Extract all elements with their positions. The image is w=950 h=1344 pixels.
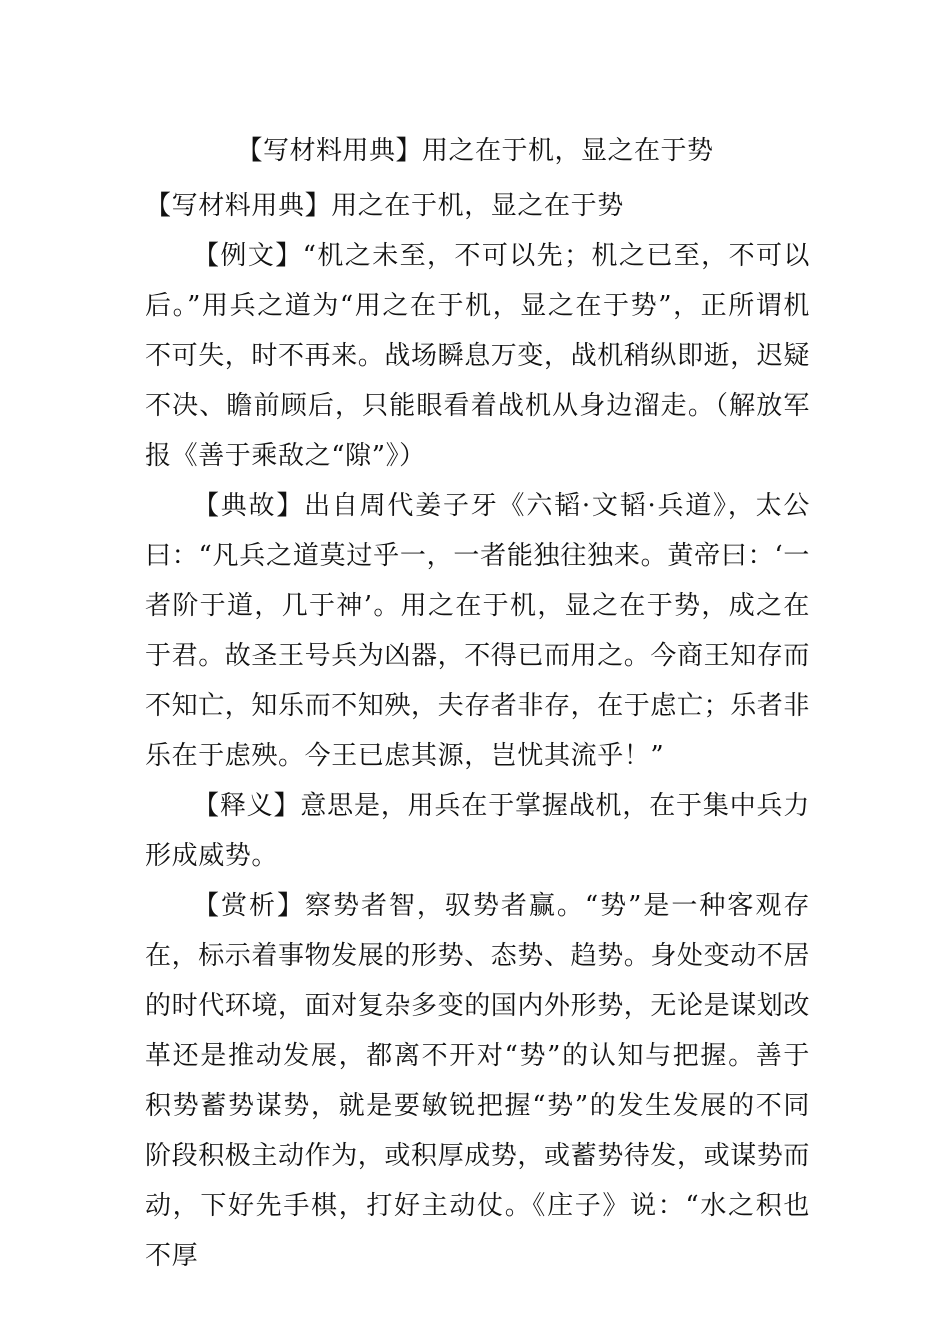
paragraph-appreciation: 【赏析】察势者智，驭势者赢。“势”是一种客观存在，标示着事物发展的形势、态势、趋势。身处变动不居的时代环境，面对复杂多变的国内外形势，无论是谋划改革还是推动发展，都离不开对“势”的认知与把握。善于积势蓄势谋势，就是要敏锐把握“势”的发生发展的不同阶段积极主动作为，或积厚成势，或蓄势待发，或谋势而动，下好先手棋，打好主动仗。《庄子》说：“水之积也不厚 [145,891,811,1271]
document-title: 【写材料用典】用之在于机，显之在于势 [236,136,714,166]
document-subtitle: 【写材料用典】用之在于机，显之在于势 [145,191,624,221]
document-body [145,181,810,1281]
paragraph-allusion: 【典故】出自周代姜子牙《六韬·文韬·兵道》，太公曰：“凡兵之道莫过乎一，一者能独往独来。黄帝曰：‘一者阶于道，几于神’。用之在于机，显之在于势，成之在于君。故圣王号兵为凶器，不得已而用之。今商王知存而不知亡，知乐而不知殃，夫存者非存，在于虑亡；乐者非乐在于虑殃。今王已虑其源，岂忧其流乎！” [145,491,811,771]
paragraph-example: 【例文】“机之未至，不可以先；机之已至，不可以后。”用兵之道为“用之在于机，显之在于势”，正所谓机不可失，时不再来。战场瞬息万变，战机稍纵即逝，迟疑不决、瞻前顾后，只能眼看着战机从身边溜走。（解放军报《善于乘敌之“隙”》） [145,241,811,471]
paragraph-meaning: 【释义】意思是，用兵在于掌握战机，在于集中兵力形成威势。 [145,791,810,871]
